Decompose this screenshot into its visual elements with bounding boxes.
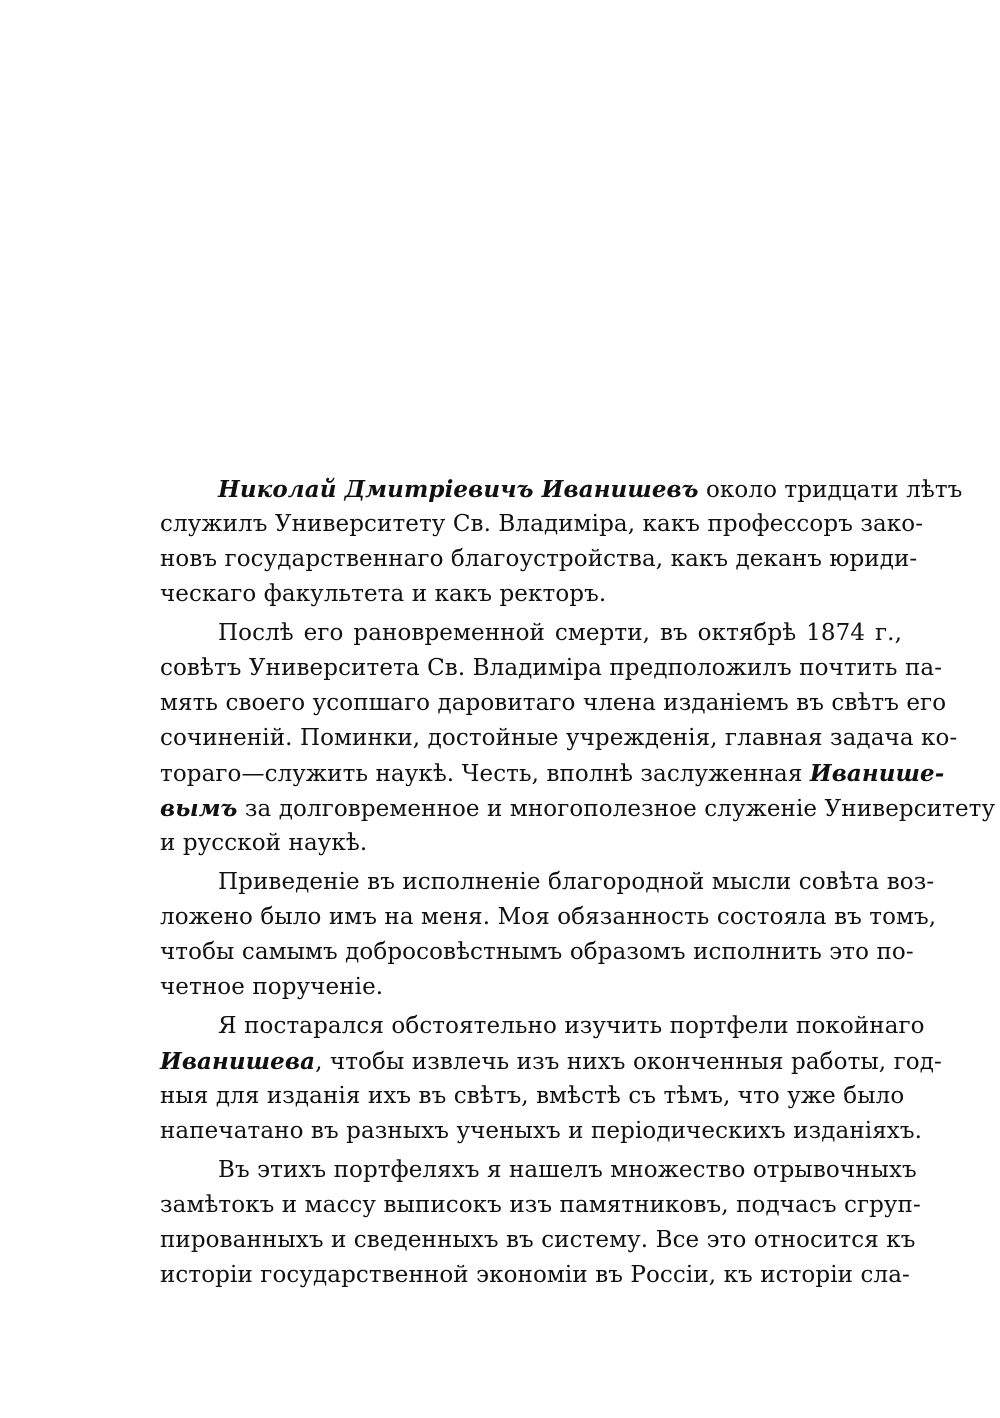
body-text [160, 472, 996, 1293]
text-line: ложено было имъ на меня. Моя обязанность состояла въ томъ, [160, 904, 937, 930]
text-line: ныя для изданія ихъ въ свѣтъ, вмѣстѣ съ тѣмъ, что уже было [160, 1083, 905, 1109]
text-line: мять своего усопшаго даровитаго члена изданіемъ въ свѣтъ его [160, 690, 947, 716]
author-name: Николай Дмитріевичъ Иванишевъ [218, 476, 699, 503]
text-line: новъ государственнаго благоустройства, какъ деканъ юриди- [160, 546, 918, 572]
text-line: Я постарался обстоятельно изучить портфели покойнаго [218, 1013, 925, 1039]
text-line: сочиненій. Поминки, достойные учрежденія, главная задача ко- [160, 725, 958, 751]
italic-name: Иванише- [809, 760, 945, 787]
text-line: напечатано въ разныхъ ученыхъ и періодическихъ изданіяхъ. [160, 1118, 923, 1144]
text-line: служилъ Университету Св. Владиміра, какъ профессоръ зако- [160, 511, 924, 537]
italic-name: Иванишева [160, 1048, 316, 1075]
text-line: Приведеніе въ исполненіе благородной мысли совѣта воз- [218, 869, 935, 895]
text-line: замѣтокъ и массу выписокъ изъ памятниковъ, подчасъ сгруп- [160, 1192, 921, 1218]
text-line: совѣтъ Университета Св. Владиміра предположилъ почтить па- [160, 655, 943, 681]
text-line: тораго—служить наукѣ. Честь, вполнѣ заслуженная Иванише- [160, 760, 945, 787]
text-line: и русской наукѣ. [160, 830, 368, 856]
text-line: пированныхъ и сведенныхъ въ систему. Все это относится къ [160, 1227, 916, 1253]
italic-name: вымъ [160, 795, 238, 822]
text-line: Послѣ его рановременной смерти, въ октябрѣ 1874 г., [218, 620, 902, 646]
text-line: Въ этихъ портфеляхъ я нашелъ множество отрывочныхъ [218, 1157, 917, 1183]
text-line: ческаго факультета и какъ ректоръ. [160, 581, 607, 607]
text-line: четное порученіе. [160, 974, 384, 1000]
text-line: вымъ за долговременное и многополезное служеніе Университету [160, 795, 996, 822]
text-line: Иванишева, чтобы извлечь изъ нихъ оконченныя работы, год- [160, 1048, 942, 1075]
text-line: исторіи государственной экономіи въ Россіи, къ исторіи сла- [160, 1262, 910, 1288]
text-line: Николай Дмитріевичъ Иванишевъ около тридцати лѣтъ [218, 476, 963, 503]
text-line: чтобы самымъ добросовѣстнымъ образомъ исполнить это по- [160, 939, 914, 965]
